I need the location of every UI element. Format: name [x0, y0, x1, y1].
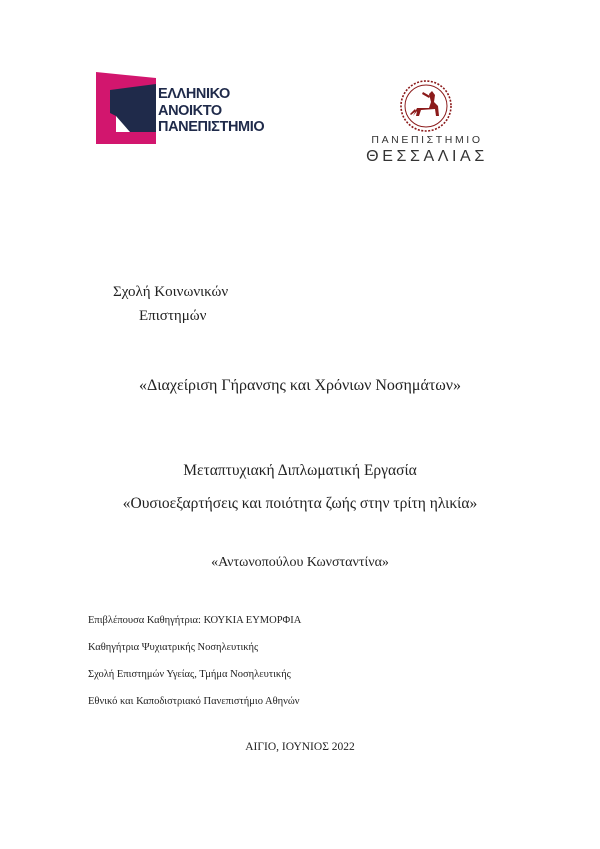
- supervisor-line: Επιβλέπουσα Καθηγήτρια: ΚΟΥΚΙΑ ΕΥΜΟΡΦΙΑ: [88, 615, 302, 626]
- thesis-title: «Ουσιοεξαρτήσεις και ποιότητα ζωής στην τρίτη ηλικία»: [122, 495, 478, 512]
- school-name-line1: Σχολή Κοινωνικών: [113, 284, 229, 300]
- supervisor-university: Εθνικό και Καποδιστριακό Πανεπιστήμιο Αθηνών: [88, 696, 300, 707]
- uth-logo: [360, 78, 494, 168]
- eap-logo-line2: ΑΝΟΙΚΤΟ: [158, 102, 222, 119]
- eap-logo-text: [158, 86, 268, 136]
- eap-logo: [96, 70, 266, 146]
- uth-logo-line2: ΘΕΣΣΑΛΙΑΣ: [366, 148, 488, 165]
- supervisor-department: Σχολή Επιστημών Υγείας, Τμήμα Νοσηλευτικής: [88, 669, 291, 680]
- school-name: [113, 280, 313, 328]
- uth-logo-line1: ΠΑΝΕΠΙΣΤΗΜΙΟ: [371, 134, 483, 146]
- supervisor-title: Καθηγήτρια Ψυχιατρικής Νοσηλευτικής: [88, 642, 259, 653]
- centaur-seal-icon: [395, 78, 457, 134]
- school-name-line2: Επιστημών: [139, 308, 207, 324]
- author-name: «Αντωνοπούλου Κωνσταντίνα»: [211, 555, 389, 570]
- course-title: «Διαχείριση Γήρανσης και Χρόνιων Νοσημάτων»: [138, 377, 462, 394]
- thesis-type: Μεταπτυχιακή Διπλωματική Εργασία: [183, 462, 417, 479]
- eap-logo-line3: ΠΑΝΕΠΙΣΤΗΜΙΟ: [158, 119, 265, 135]
- place-date: ΑΙΓΙΟ, ΙΟΥΝΙΟΣ 2022: [245, 741, 355, 753]
- eap-logo-line1: ΕΛΛΗΝΙΚΟ: [158, 86, 230, 102]
- eap-logo-mark-icon: [96, 70, 156, 144]
- supervisor-details: [88, 615, 508, 723]
